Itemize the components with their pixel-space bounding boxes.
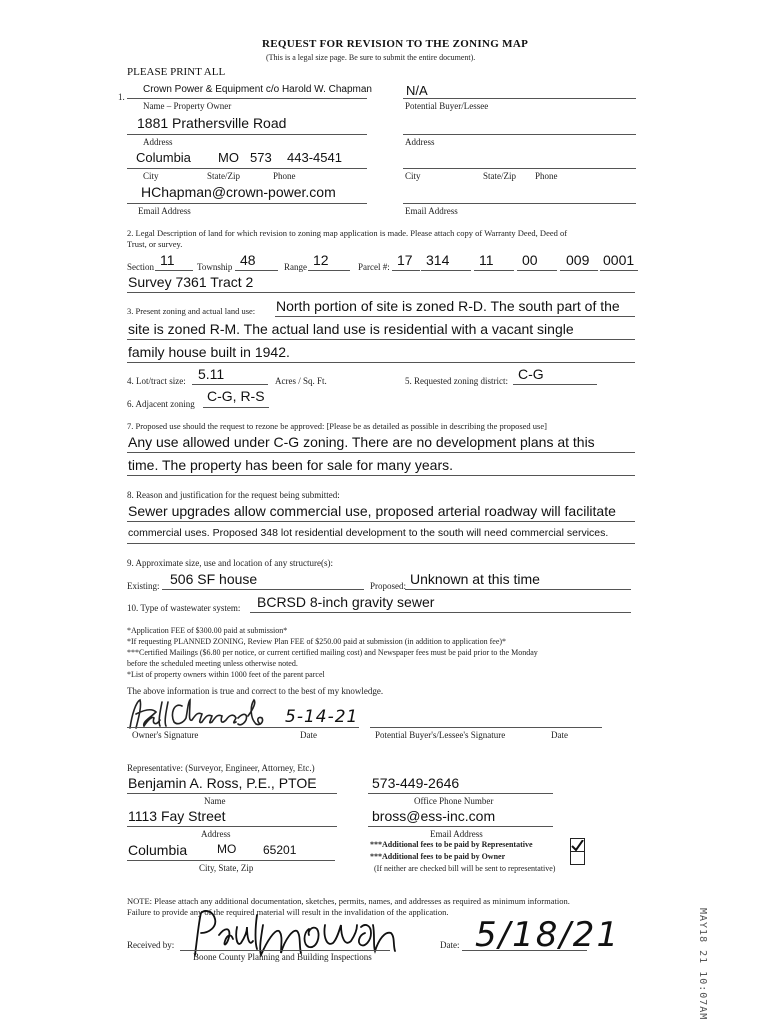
received-date-field[interactable]: 5/18/21 [475, 915, 621, 955]
township-label: Township [197, 262, 233, 272]
buyer-date-label: Date [551, 730, 568, 740]
rep-name-label: Name [204, 796, 226, 806]
fee-rep-label: ***Additional fees to be paid by Representative [370, 840, 533, 849]
township-field[interactable]: 48 [240, 252, 256, 268]
lot-size-field[interactable]: 5.11 [198, 366, 225, 382]
buyer-address-label: Address [405, 137, 435, 147]
form-title: REQUEST FOR REVISION TO THE ZONING MAP [262, 38, 529, 50]
range-field[interactable]: 12 [313, 252, 329, 268]
print-all-instruction: PLEASE PRINT ALL [127, 66, 226, 78]
fee-line-4: before the scheduled meeting unless otherwise noted. [127, 659, 298, 668]
rep-email-label: Email Address [430, 829, 483, 839]
requested-zoning-label: 5. Requested zoning district: [405, 376, 508, 386]
buyer-city-label: City [405, 171, 421, 181]
proposed-use-label: 7. Proposed use should the request to rezone be approved: [Please be as detailed as possible in describing the proposed use] [127, 421, 547, 431]
fee-note: (If neither are checked bill will be sent to representative) [374, 864, 556, 873]
form-subtitle: (This is a legal size page. Be sure to submit the entire document). [266, 53, 476, 62]
rep-city-field[interactable]: Columbia [128, 842, 188, 858]
proposed-use-line-1[interactable]: Any use allowed under C-G zoning. There are no development plans at this [128, 434, 595, 450]
received-by-label: Received by: [127, 940, 175, 950]
existing-label: Existing: [127, 581, 160, 591]
parcel-part-1[interactable]: 17 [397, 252, 413, 268]
footer-note-1: NOTE: Please attach any additional documentation, sketches, permits, names, and addresses as required as minimum information. [127, 896, 570, 906]
owner-signature-date[interactable]: 5-14-21 [285, 707, 359, 727]
department-label: Boone County Planning and Building Inspections [193, 952, 372, 962]
parcel-label: Parcel #: [358, 262, 390, 272]
parcel-part-4[interactable]: 00 [522, 252, 538, 268]
fee-rep-checkbox[interactable] [570, 838, 585, 852]
owner-address-field[interactable]: 1881 Prathersville Road [137, 115, 287, 131]
rep-name-field[interactable]: Benjamin A. Ross, P.E., PTOE [128, 775, 317, 791]
buyer-email-label: Email Address [405, 206, 458, 216]
section-field[interactable]: 11 [160, 252, 175, 268]
fee-line-2: *If requesting PLANNED ZONING, Review Plan FEE of $250.00 paid at submission (in addition to application fee)* [127, 637, 507, 646]
parcel-part-5[interactable]: 009 [566, 252, 590, 268]
adjacent-zoning-field[interactable]: C-G, R-S [207, 388, 265, 404]
wastewater-field[interactable]: BCRSD 8-inch gravity sewer [257, 594, 435, 610]
owner-signature [122, 694, 282, 734]
owner-zip-field[interactable]: 573 [250, 150, 272, 165]
owner-date-label: Date [300, 730, 317, 740]
rep-phone-label: Office Phone Number [414, 796, 494, 806]
fee-line-1: *Application FEE of $300.00 paid at submission* [127, 626, 288, 635]
structures-label: 9. Approximate size, use and location of any structure(s): [127, 558, 333, 568]
received-stamp: MAY18 21 10:07AM [697, 908, 708, 1021]
present-zoning-line-2[interactable]: site is zoned R-M. The actual land use is residential with a vacant single [128, 321, 574, 337]
justification-line-2[interactable]: commercial uses. Proposed 348 lot residential development to the south will need commercial services. [128, 527, 609, 539]
fee-line-3: ***Certified Mailings ($6.80 per notice, or current certified mailing cost) and Newspaper fees must be paid prior to the Monday [127, 648, 538, 657]
proposed-structure-field[interactable]: Unknown at this time [410, 571, 540, 587]
wastewater-label: 10. Type of wastewater system: [127, 603, 241, 613]
owner-name-label: Name – Property Owner [143, 101, 232, 111]
proposed-label: Proposed: [370, 581, 406, 591]
parcel-part-3[interactable]: 11 [479, 252, 494, 268]
adjacent-zoning-label: 6. Adjacent zoning [127, 399, 195, 409]
owner-email-label: Email Address [138, 206, 191, 216]
present-zoning-line-3[interactable]: family house built in 1942. [128, 344, 290, 360]
owner-phone-field[interactable]: 443-4541 [287, 150, 342, 165]
lot-size-label: 4. Lot/tract size: [127, 376, 186, 386]
legal-description-instruction: 2. Legal Description of land for which revision to zoning map application is made. Please attach copy of Warranty Deed, Deed of [127, 228, 568, 238]
parcel-part-2[interactable]: 314 [426, 252, 450, 268]
rep-zip-field[interactable]: 65201 [263, 843, 297, 857]
owner-phone-label: Phone [273, 171, 296, 181]
proposed-use-line-2[interactable]: time. The property has been for sale for many years. [128, 457, 454, 473]
fee-owner-label: ***Additional fees to be paid by Owner [370, 852, 506, 861]
representative-label: Representative: (Surveyor, Engineer, Attorney, Etc.) [127, 763, 315, 773]
requested-zoning-field[interactable]: C-G [518, 366, 544, 382]
fee-owner-checkbox[interactable] [570, 851, 585, 865]
survey-field[interactable]: Survey 7361 Tract 2 [128, 274, 254, 290]
buyer-signature-label: Potential Buyer's/Lessee's Signature [375, 730, 506, 740]
owner-name-field[interactable]: Crown Power & Equipment c/o Harold W. Chapman [143, 84, 372, 95]
range-label: Range [284, 262, 307, 272]
rep-address-field[interactable]: 1113 Fay Street [128, 808, 226, 824]
justification-label: 8. Reason and justification for the request being submitted: [127, 490, 340, 500]
footer-note-2: Failure to provide any of the required material will result in the invalidation of the application. [127, 907, 449, 917]
rep-phone-field[interactable]: 573-449-2646 [372, 775, 460, 791]
section-label: Section [127, 262, 154, 272]
rep-email-field[interactable]: bross@ess-inc.com [372, 808, 496, 824]
rep-state-field[interactable]: MO [217, 842, 237, 856]
buyer-name-label: Potential Buyer/Lessee [405, 101, 489, 111]
owner-city-field[interactable]: Columbia [136, 150, 191, 165]
buyer-phone-label: Phone [535, 171, 558, 181]
owner-address-label: Address [143, 137, 173, 147]
owner-email-field[interactable]: HChapman@crown-power.com [141, 184, 336, 200]
received-date-label: Date: [440, 940, 460, 950]
owner-city-label: City [143, 171, 159, 181]
owner-statezip-label: State/Zip [207, 171, 240, 181]
justification-line-1[interactable]: Sewer upgrades allow commercial use, proposed arterial roadway will facilitate [128, 503, 616, 519]
existing-structure-field[interactable]: 506 SF house [170, 571, 258, 587]
rep-csz-label: City, State, Zip [199, 863, 254, 873]
lot-size-unit: Acres / Sq. Ft. [275, 376, 327, 386]
owner-signature-label: Owner's Signature [132, 730, 199, 740]
legal-description-instruction-2: Trust, or survey. [127, 239, 183, 249]
buyer-statezip-label: State/Zip [483, 171, 516, 181]
present-zoning-line-1[interactable]: North portion of site is zoned R-D. The south part of the [276, 298, 620, 314]
fee-line-5: *List of property owners within 1000 feet of the parent parcel [127, 670, 325, 679]
buyer-name-field[interactable]: N/A [406, 83, 428, 98]
attestation-text: The above information is true and correct to the best of my knowledge. [127, 686, 384, 696]
owner-state-field[interactable]: MO [218, 150, 239, 165]
section-1-number: 1. [118, 92, 125, 102]
rep-address-label: Address [201, 829, 231, 839]
parcel-part-6[interactable]: 0001 [603, 252, 635, 268]
present-zoning-label: 3. Present zoning and actual land use: [127, 306, 256, 316]
